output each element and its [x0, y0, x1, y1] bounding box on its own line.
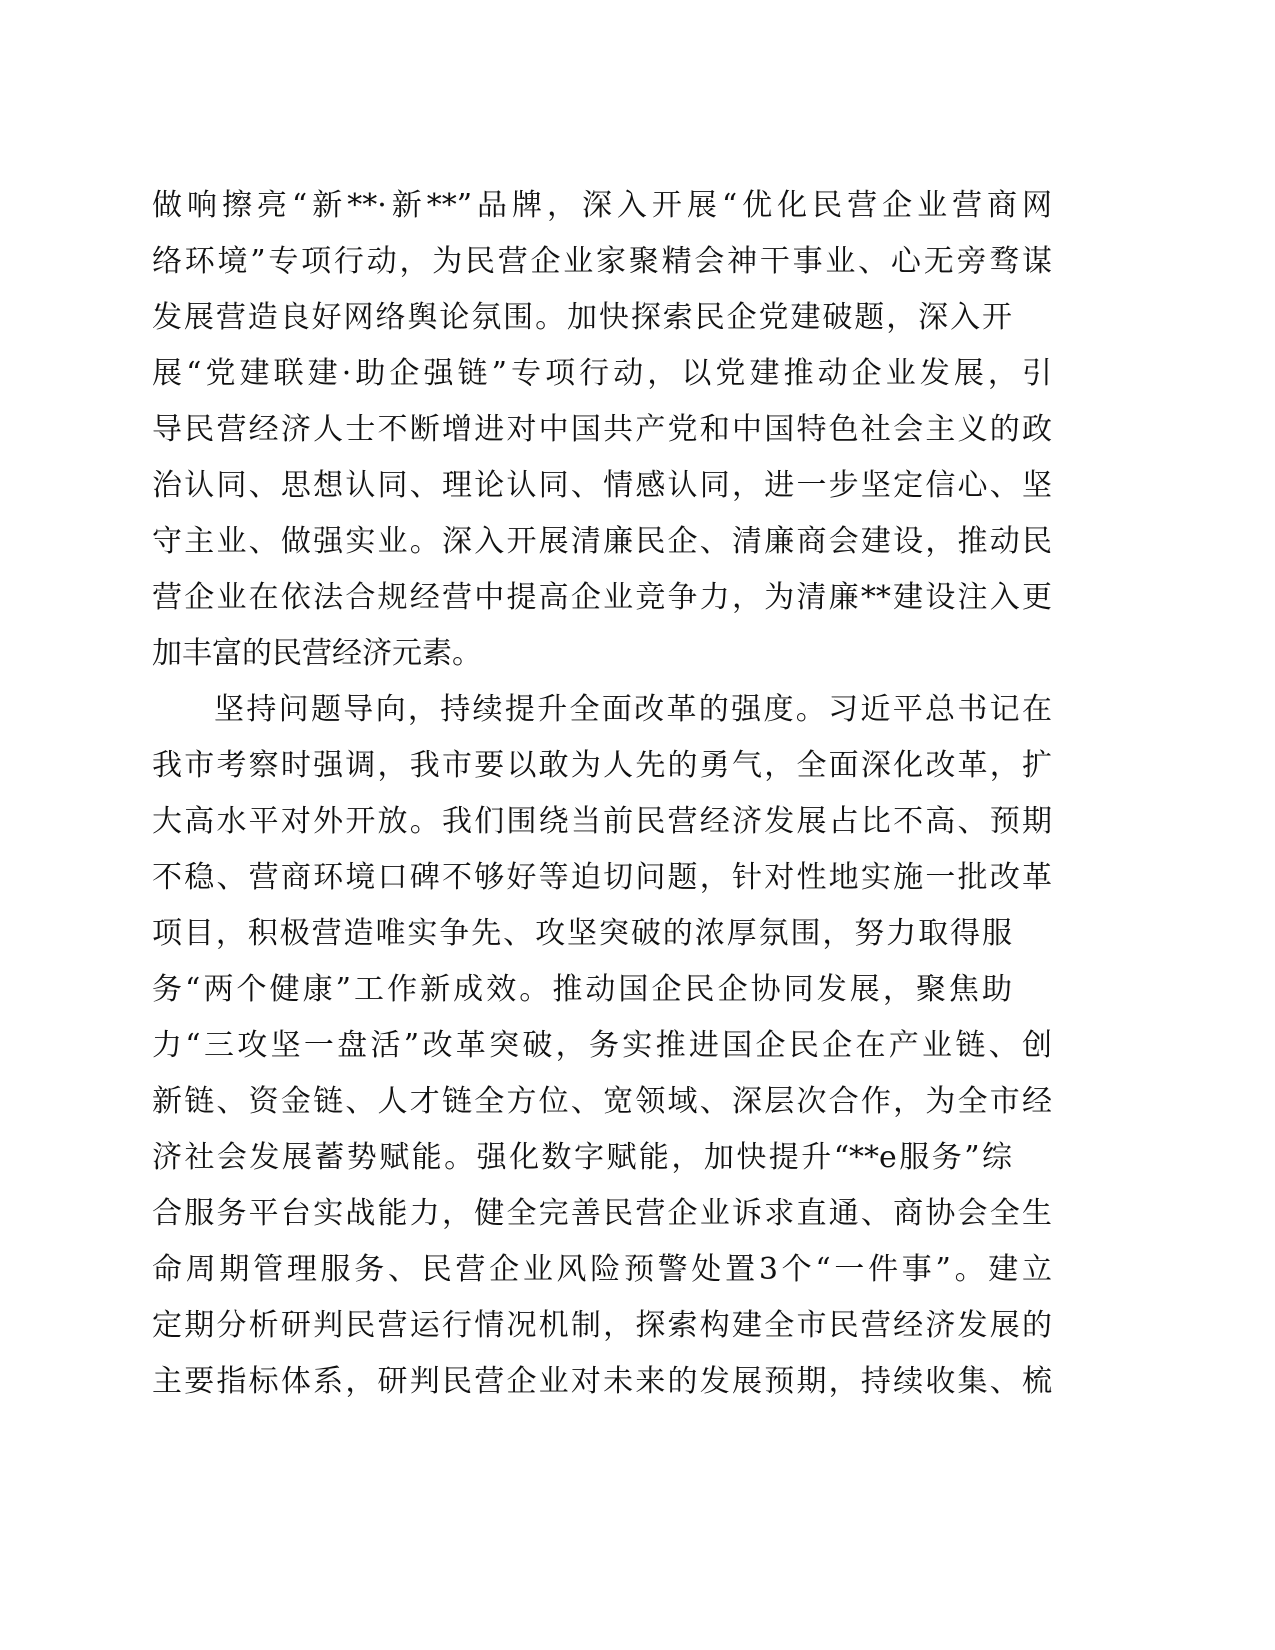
text-line: 我市考察时强调，我市要以敢为人先的勇气，全面深化改革，扩	[152, 748, 1052, 783]
paragraph-first-line: 坚持问题导向，持续提升全面改革的强度。习近平总书记在	[214, 692, 1052, 727]
text-line: 导民营经济人士不断增进对中国共产党和中国特色社会主义的政	[152, 412, 1052, 447]
text-line: 大高水平对外开放。我们围绕当前民营经济发展占比不高、预期	[152, 804, 1052, 839]
text-line: 做响擦亮“新**·新**”品牌，深入开展“优化民营企业营商网	[152, 188, 1052, 223]
text-line: 发展营造良好网络舆论氛围。加快探索民企党建破题，深入开	[152, 300, 1012, 335]
text-line: 济社会发展蓄势赋能。强化数字赋能，加快提升“**e服务”综	[152, 1140, 1012, 1175]
text-line: 项目，积极营造唯实争先、攻坚突破的浓厚氛围，努力取得服	[152, 916, 1012, 951]
text-line: 主要指标体系，研判民营企业对未来的发展预期，持续收集、梳	[152, 1364, 1052, 1399]
text-line: 加丰富的民营经济元素。	[152, 636, 482, 671]
text-line: 守主业、做强实业。深入开展清廉民企、清廉商会建设，推动民	[152, 524, 1052, 559]
text-line: 定期分析研判民营运行情况机制，探索构建全市民营经济发展的	[152, 1308, 1052, 1343]
text-line: 治认同、思想认同、理论认同、情感认同，进一步坚定信心、坚	[152, 468, 1052, 503]
text-line: 力“三攻坚一盘活”改革突破，务实推进国企民企在产业链、创	[152, 1028, 1052, 1063]
text-line: 营企业在依法合规经营中提高企业竞争力，为清廉**建设注入更	[152, 580, 1052, 615]
text-line: 合服务平台实战能力，健全完善民营企业诉求直通、商协会全生	[152, 1196, 1052, 1231]
text-line: 不稳、营商环境口碑不够好等迫切问题，针对性地实施一批改革	[152, 860, 1052, 895]
text-line: 新链、资金链、人才链全方位、宽领域、深层次合作，为全市经	[152, 1084, 1052, 1119]
text-line: 命周期管理服务、民营企业风险预警处置3个“一件事”。建立	[152, 1252, 1052, 1287]
text-line: 展“党建联建·助企强链”专项行动，以党建推动企业发展，引	[152, 356, 1052, 391]
text-line: 务“两个健康”工作新成效。推动国企民企协同发展，聚焦助	[152, 972, 1012, 1007]
body-text	[152, 178, 1052, 1410]
text-line: 络环境”专项行动，为民营企业家聚精会神干事业、心无旁骛谋	[152, 244, 1052, 279]
